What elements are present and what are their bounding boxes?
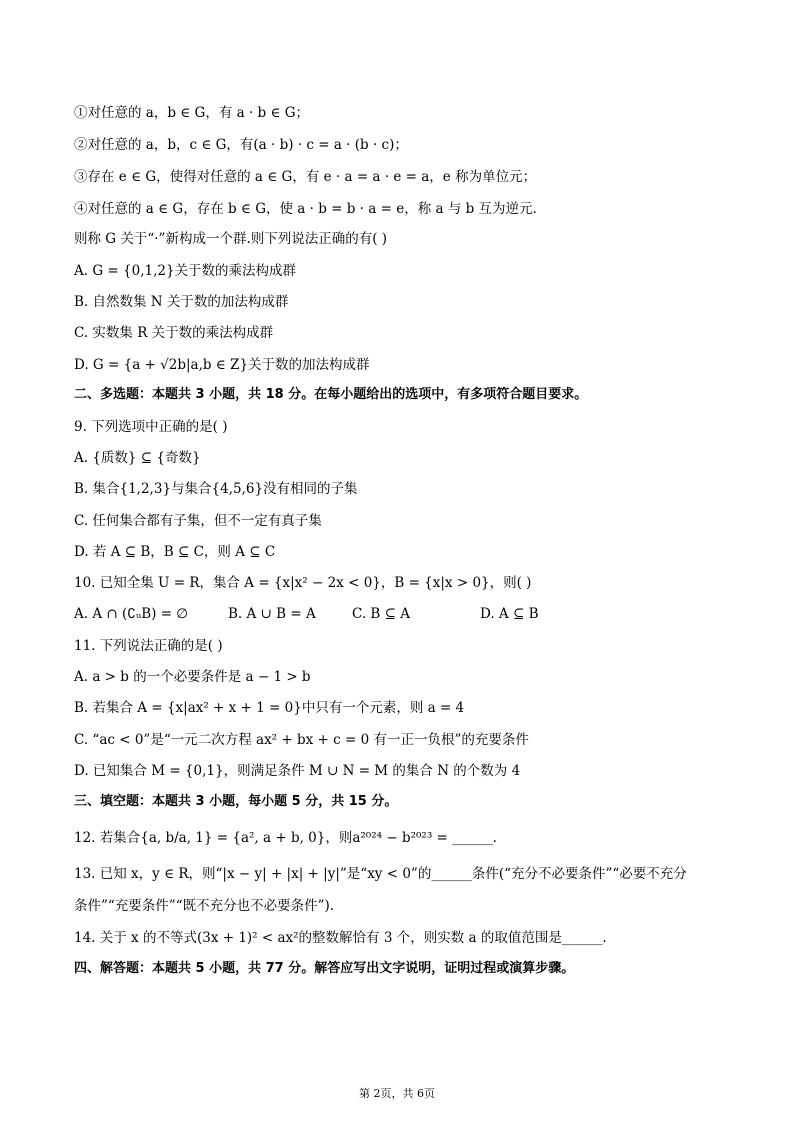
question-8-stem: 则称 G 关于“·”新构成一个群.则下列说法正确的有( ) — [74, 231, 388, 247]
question-14: 14. 关于 x 的不等式(3x + 1)² < ax²的整数解恰有 3 个，则实数 a 的取值范围是______. — [74, 930, 607, 946]
question-10-option-a: A. A ∩ (∁ᵤB) = ∅ — [74, 606, 189, 622]
question-10-option-c: C. B ⊆ A — [352, 606, 410, 622]
question-10-stem: 10. 已知全集 U = R，集合 A = {x|x² − 2x < 0}，B = {x|x > 0}，则( ) — [74, 575, 532, 591]
section-heading-free-response: 四、解答题：本题共 5 小题，共 77 分。解答应写出文字说明，证明过程或演算步骤。 — [74, 961, 575, 976]
question-10-options — [74, 605, 724, 623]
question-11-option-d: D. 已知集合 M = {0,1}，则满足条件 M ∪ N = M 的集合 N 的个数为 4 — [74, 763, 521, 779]
question-9-option-c: C. 任何集合都有子集，但不一定有真子集 — [74, 513, 322, 529]
section-heading-fill-in: 三、填空题：本题共 3 小题，每小题 5 分，共 15 分。 — [74, 794, 398, 809]
question-13-line-2: 条件”“充要条件”“既不充分也不必要条件”). — [74, 898, 335, 914]
question-11-option-a: A. a > b 的一个必要条件是 a − 1 > b — [74, 669, 311, 685]
group-axiom-1: ①对任意的 a，b ∈ G，有 a · b ∈ G； — [74, 105, 310, 121]
group-axiom-3: ③存在 e ∈ G，使得对任意的 a ∈ G，有 e · a = a · e = a，e 称为单位元； — [74, 169, 537, 185]
question-11-option-b: B. 若集合 A = {x|ax² + x + 1 = 0}中只有一个元素，则 a = 4 — [74, 700, 465, 716]
section-heading-multiple-choice: 二、多选题：本题共 3 小题，共 18 分。在每小题给出的选项中，有多项符合题目要求。 — [74, 387, 588, 402]
question-10-option-d: D. A ⊆ B — [480, 606, 539, 622]
question-12: 12. 若集合{a, b/a, 1} = {a², a + b, 0}，则a²⁰²⁴ − b²⁰²³ = ______. — [74, 830, 497, 846]
question-11-option-c: C. “ac < 0”是“一元二次方程 ax² + bx + c = 0 有一正一负根”的充要条件 — [74, 732, 529, 748]
question-8-option-a: A. G = {0,1,2}关于数的乘法构成群 — [74, 263, 297, 279]
question-11-stem: 11. 下列说法正确的是( ) — [74, 638, 223, 654]
question-8-option-d: D. G = {a + √2b|a,b ∈ Z}关于数的加法构成群 — [74, 357, 370, 373]
question-9-option-a: A. {质数} ⊆ {奇数} — [74, 450, 201, 466]
group-axiom-4: ④对任意的 a ∈ G，存在 b ∈ G，使 a · b = b · a = e，称 a 与 b 互为逆元. — [74, 201, 537, 217]
question-8-option-b: B. 自然数集 N 关于数的加法构成群 — [74, 294, 289, 310]
group-axiom-2: ②对任意的 a，b，c ∈ G，有(a · b) · c = a · (b · c)； — [74, 137, 408, 153]
question-13-line-1: 13. 已知 x，y ∈ R，则“|x − y| + |x| + |y|”是“xy < 0”的______条件(“充分不必要条件”“必要不充分 — [74, 866, 687, 882]
question-8-option-c: C. 实数集 R 关于数的乘法构成群 — [74, 325, 274, 341]
question-9-option-d: D. 若 A ⊆ B，B ⊆ C，则 A ⊆ C — [74, 544, 276, 560]
page-footer: 第 2页，共 6页 — [359, 1087, 435, 1100]
question-9-option-b: B. 集合{1,2,3}与集合{4,5,6}没有相同的子集 — [74, 481, 358, 497]
question-10-option-b: B. A ∪ B = A — [228, 606, 316, 622]
question-9-stem: 9. 下列选项中正确的是( ) — [74, 419, 228, 435]
